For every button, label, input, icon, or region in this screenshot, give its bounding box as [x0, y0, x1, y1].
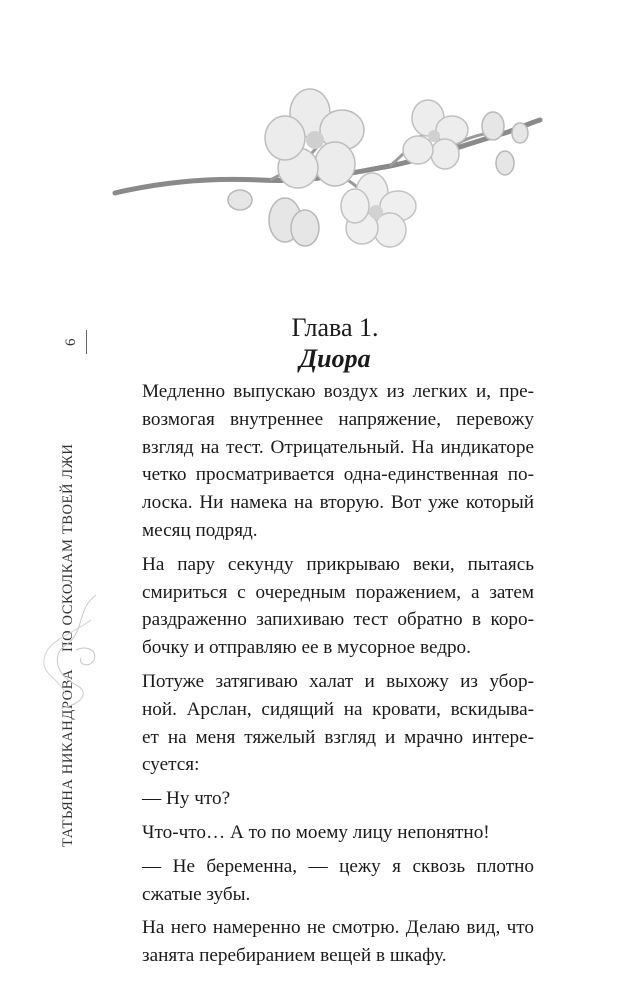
- text-line: — Не беременна, — цежу я сквозь плотно: [142, 855, 534, 877]
- text-line: занята перебиранием вещей в шкафу.: [142, 945, 447, 967]
- text-line: возмогая внутреннее напряжение, перевожу: [142, 408, 534, 430]
- body-text: [142, 378, 534, 976]
- paragraph: [142, 914, 534, 970]
- paragraph: [142, 819, 534, 847]
- chapter-title: Диора: [299, 344, 371, 373]
- text-line: сжатые зубы.: [142, 883, 251, 905]
- text-line: суется:: [142, 754, 200, 776]
- text-line: смириться с очередным поражением, а затем: [142, 581, 534, 603]
- decorative-flourish-icon: [36, 590, 106, 710]
- text-line: ной. Арслан, сидящий на кровати, вскидыва-: [142, 698, 534, 720]
- text-line: раздраженно запихиваю тест обратно в коро-: [142, 609, 534, 631]
- chapter-number: Глава 1.: [291, 313, 379, 342]
- chapter-heading: [140, 312, 530, 374]
- page-number: 6: [63, 330, 87, 354]
- running-head-author: ТАТЬЯНА НИКАНДРОВА: [60, 668, 76, 847]
- cherry-blossom-branch-icon: [110, 88, 550, 268]
- text-line: ет на меня тяжелый взгляд и мрачно интере-: [142, 726, 534, 748]
- paragraph: [142, 785, 534, 813]
- text-line: Медленно выпускаю воздух из легких и, пре-: [142, 381, 534, 402]
- text-line: На пару секунду прикрываю веки, пытаясь: [142, 553, 534, 575]
- text-line: бочку и отправляю ее в мусорное ведро.: [142, 637, 471, 659]
- text-line: На него намеренно не смотрю. Делаю вид, что: [142, 917, 534, 939]
- paragraph: [142, 378, 534, 545]
- paragraph: [142, 853, 534, 909]
- text-line: Что-что… А то по моему лицу непонятно!: [142, 821, 490, 843]
- text-line: взгляд на тест. Отрицательный. На индикаторе: [142, 436, 534, 458]
- text-line: Потуже затягиваю халат и выхожу из убор-: [142, 670, 534, 692]
- paragraph: [142, 551, 534, 662]
- text-line: лоска. Ни намека на вторую. Вот уже который: [142, 492, 534, 514]
- text-line: — Ну что?: [142, 788, 231, 810]
- paragraph: [142, 668, 534, 779]
- running-head-title: ПО ОСКОЛКАМ ТВОЕЙ ЛЖИ: [60, 443, 76, 652]
- text-line: четко просматривается одна-единственная по-: [142, 464, 534, 486]
- text-line: месяц подряд.: [142, 519, 258, 541]
